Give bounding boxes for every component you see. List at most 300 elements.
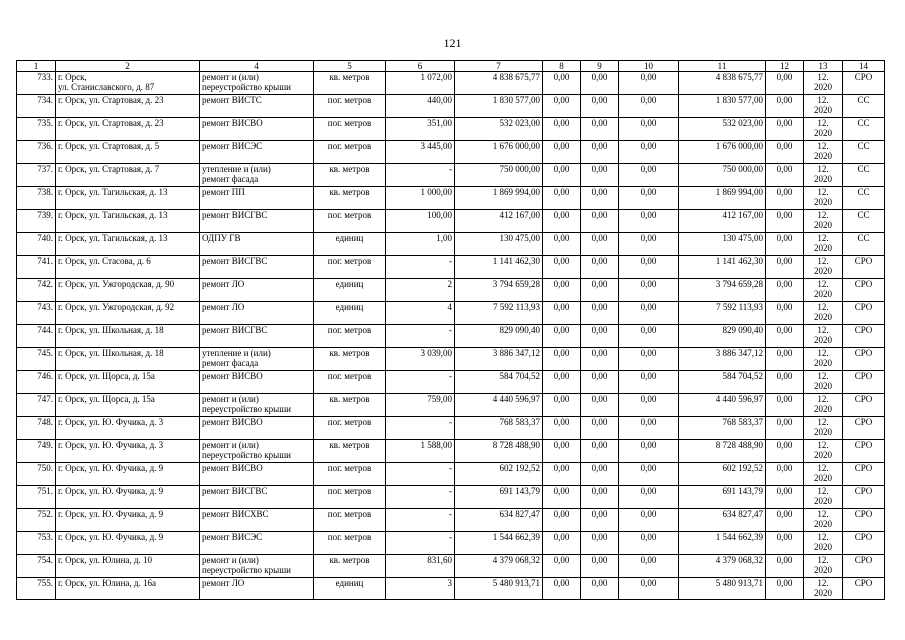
cost-col9-cell: 0,00 <box>581 371 619 394</box>
fund-method-cell: СС <box>843 141 885 164</box>
deadline-cell: 12. 2020 <box>804 164 843 187</box>
address-cell: г. Орск, ул. Ю. Фучика, д. 9 <box>56 486 200 509</box>
cost-col10-cell: 0,00 <box>619 417 679 440</box>
work-type-cell: ремонт ВИСВО <box>200 371 314 394</box>
address-cell: г. Орск, ул. Юлина, д. 10 <box>56 555 200 578</box>
table-row <box>17 555 885 578</box>
unit-cell: кв. метров <box>314 164 386 187</box>
work-type-cell: ремонт ЛО <box>200 279 314 302</box>
fund-method-cell: СРО <box>843 578 885 600</box>
deadline-cell: 12. 2020 <box>804 141 843 164</box>
cost-col12-cell: 0,00 <box>766 118 804 141</box>
row-number: 751. <box>17 486 56 509</box>
cost-col8-cell: 0,00 <box>543 555 581 578</box>
cost-col10-cell: 0,00 <box>619 141 679 164</box>
unit-cell: пог. метров <box>314 486 386 509</box>
cost-col8-cell: 0,00 <box>543 348 581 371</box>
fund-cost-cell: 1 544 662,39 <box>679 532 766 555</box>
unit-cell: кв. метров <box>314 394 386 417</box>
address-cell: г. Орск, ул. Стартовая, д. 23 <box>56 118 200 141</box>
quantity-cell: 1,00 <box>386 233 455 256</box>
total-cost-cell: 4 838 675,77 <box>455 72 543 95</box>
cost-col10-cell: 0,00 <box>619 440 679 463</box>
register-table <box>16 60 885 600</box>
unit-cell: пог. метров <box>314 463 386 486</box>
column-header: 13 <box>804 61 843 72</box>
fund-cost-cell: 7 592 113,93 <box>679 302 766 325</box>
cost-col10-cell: 0,00 <box>619 256 679 279</box>
quantity-cell: - <box>386 417 455 440</box>
fund-cost-cell: 1 830 577,00 <box>679 95 766 118</box>
fund-method-cell: СС <box>843 164 885 187</box>
fund-cost-cell: 1 676 000,00 <box>679 141 766 164</box>
cost-col9-cell: 0,00 <box>581 509 619 532</box>
cost-col9-cell: 0,00 <box>581 417 619 440</box>
row-number: 738. <box>17 187 56 210</box>
cost-col10-cell: 0,00 <box>619 509 679 532</box>
address-cell: г. Орск, ул. Ужгородская, д. 92 <box>56 302 200 325</box>
total-cost-cell: 3 886 347,12 <box>455 348 543 371</box>
quantity-cell: - <box>386 164 455 187</box>
deadline-cell: 12. 2020 <box>804 578 843 600</box>
cost-col9-cell: 0,00 <box>581 164 619 187</box>
work-type-cell: ремонт и (или) переустройство крыши <box>200 72 314 95</box>
deadline-cell: 12. 2020 <box>804 509 843 532</box>
row-number: 755. <box>17 578 56 600</box>
row-number: 739. <box>17 210 56 233</box>
cost-col12-cell: 0,00 <box>766 417 804 440</box>
table-row <box>17 210 885 233</box>
cost-col8-cell: 0,00 <box>543 578 581 600</box>
fund-method-cell: СРО <box>843 279 885 302</box>
fund-cost-cell: 4 379 068,32 <box>679 555 766 578</box>
unit-cell: пог. метров <box>314 509 386 532</box>
deadline-cell: 12. 2020 <box>804 486 843 509</box>
fund-cost-cell: 1 869 994,00 <box>679 187 766 210</box>
row-number: 741. <box>17 256 56 279</box>
quantity-cell: - <box>386 532 455 555</box>
cost-col9-cell: 0,00 <box>581 141 619 164</box>
table-row <box>17 325 885 348</box>
cost-col8-cell: 0,00 <box>543 141 581 164</box>
work-type-cell: ремонт ВИСГВС <box>200 256 314 279</box>
quantity-cell: 3 <box>386 578 455 600</box>
address-cell: г. Орск, ул. Стартовая, д. 23 <box>56 95 200 118</box>
table-row <box>17 463 885 486</box>
fund-cost-cell: 130 475,00 <box>679 233 766 256</box>
work-type-cell: ремонт ЛО <box>200 578 314 600</box>
address-cell: г. Орск, ул. Ю. Фучика, д. 9 <box>56 509 200 532</box>
fund-cost-cell: 634 827,47 <box>679 509 766 532</box>
cost-col12-cell: 0,00 <box>766 371 804 394</box>
work-type-cell: ремонт и (или) переустройство крыши <box>200 555 314 578</box>
fund-cost-cell: 3 886 347,12 <box>679 348 766 371</box>
work-type-cell: ремонт ВИСГВС <box>200 486 314 509</box>
row-number: 750. <box>17 463 56 486</box>
unit-cell: кв. метров <box>314 187 386 210</box>
fund-method-cell: СРО <box>843 417 885 440</box>
table-row <box>17 532 885 555</box>
unit-cell: единиц <box>314 578 386 600</box>
work-type-cell: ОДПУ ГВ <box>200 233 314 256</box>
row-number: 733. <box>17 72 56 95</box>
fund-cost-cell: 8 728 488,90 <box>679 440 766 463</box>
address-cell: г. Орск, ул. Стартовая, д. 7 <box>56 164 200 187</box>
address-cell: г. Орск, ул. Щорса, д. 15а <box>56 371 200 394</box>
quantity-cell: 1 072,00 <box>386 72 455 95</box>
total-cost-cell: 602 192,52 <box>455 463 543 486</box>
column-header: 14 <box>843 61 885 72</box>
fund-cost-cell: 691 143,79 <box>679 486 766 509</box>
work-type-cell: ремонт и (или) переустройство крыши <box>200 440 314 463</box>
quantity-cell: 100,00 <box>386 210 455 233</box>
row-number: 754. <box>17 555 56 578</box>
cost-col8-cell: 0,00 <box>543 394 581 417</box>
cost-col12-cell: 0,00 <box>766 233 804 256</box>
deadline-cell: 12. 2020 <box>804 256 843 279</box>
cost-col12-cell: 0,00 <box>766 141 804 164</box>
table-row <box>17 348 885 371</box>
total-cost-cell: 7 592 113,93 <box>455 302 543 325</box>
work-type-cell: ремонт ВИСГВС <box>200 210 314 233</box>
fund-cost-cell: 602 192,52 <box>679 463 766 486</box>
work-type-cell: ремонт ВИСВО <box>200 417 314 440</box>
cost-col10-cell: 0,00 <box>619 164 679 187</box>
row-number: 752. <box>17 509 56 532</box>
row-number: 736. <box>17 141 56 164</box>
unit-cell: пог. метров <box>314 532 386 555</box>
cost-col9-cell: 0,00 <box>581 302 619 325</box>
cost-col9-cell: 0,00 <box>581 95 619 118</box>
cost-col10-cell: 0,00 <box>619 302 679 325</box>
cost-col10-cell: 0,00 <box>619 233 679 256</box>
unit-cell: пог. метров <box>314 371 386 394</box>
cost-col8-cell: 0,00 <box>543 417 581 440</box>
row-number: 735. <box>17 118 56 141</box>
cost-col12-cell: 0,00 <box>766 578 804 600</box>
cost-col9-cell: 0,00 <box>581 325 619 348</box>
cost-col9-cell: 0,00 <box>581 555 619 578</box>
row-number: 748. <box>17 417 56 440</box>
address-cell: г. Орск, ул. Ужгородская, д. 90 <box>56 279 200 302</box>
table-row <box>17 371 885 394</box>
address-cell: г. Орск, ул. Школьная, д. 18 <box>56 348 200 371</box>
address-cell: г. Орск, ул. Тагильская, д. 13 <box>56 210 200 233</box>
unit-cell: кв. метров <box>314 72 386 95</box>
cost-col8-cell: 0,00 <box>543 486 581 509</box>
work-type-cell: ремонт ВИСЭС <box>200 532 314 555</box>
cost-col10-cell: 0,00 <box>619 486 679 509</box>
fund-method-cell: СРО <box>843 348 885 371</box>
cost-col8-cell: 0,00 <box>543 72 581 95</box>
fund-method-cell: СРО <box>843 325 885 348</box>
deadline-cell: 12. 2020 <box>804 118 843 141</box>
quantity-cell: 1 588,00 <box>386 440 455 463</box>
fund-method-cell: СС <box>843 233 885 256</box>
fund-method-cell: СРО <box>843 532 885 555</box>
cost-col9-cell: 0,00 <box>581 440 619 463</box>
address-cell: г. Орск, ул. Ю. Фучика, д. 3 <box>56 440 200 463</box>
address-cell: г. Орск, ул. Ю. Фучика, д. 9 <box>56 532 200 555</box>
deadline-cell: 12. 2020 <box>804 440 843 463</box>
cost-col8-cell: 0,00 <box>543 118 581 141</box>
column-header: 4 <box>200 61 314 72</box>
quantity-cell: 1 000,00 <box>386 187 455 210</box>
cost-col12-cell: 0,00 <box>766 348 804 371</box>
fund-cost-cell: 5 480 913,71 <box>679 578 766 600</box>
table-row <box>17 509 885 532</box>
row-number: 737. <box>17 164 56 187</box>
unit-cell: единиц <box>314 279 386 302</box>
table-row <box>17 72 885 95</box>
cost-col10-cell: 0,00 <box>619 279 679 302</box>
total-cost-cell: 1 544 662,39 <box>455 532 543 555</box>
total-cost-cell: 691 143,79 <box>455 486 543 509</box>
table-row <box>17 440 885 463</box>
table-row <box>17 256 885 279</box>
table-row <box>17 164 885 187</box>
deadline-cell: 12. 2020 <box>804 210 843 233</box>
row-number: 743. <box>17 302 56 325</box>
deadline-cell: 12. 2020 <box>804 371 843 394</box>
quantity-cell: 759,00 <box>386 394 455 417</box>
fund-method-cell: СС <box>843 210 885 233</box>
table-row <box>17 118 885 141</box>
column-header: 10 <box>619 61 679 72</box>
deadline-cell: 12. 2020 <box>804 187 843 210</box>
header-row <box>17 61 885 72</box>
table-row <box>17 394 885 417</box>
fund-method-cell: СС <box>843 118 885 141</box>
cost-col12-cell: 0,00 <box>766 256 804 279</box>
table-row <box>17 233 885 256</box>
column-header: 7 <box>455 61 543 72</box>
cost-col9-cell: 0,00 <box>581 187 619 210</box>
fund-cost-cell: 4 440 596,97 <box>679 394 766 417</box>
cost-col10-cell: 0,00 <box>619 371 679 394</box>
unit-cell: пог. метров <box>314 210 386 233</box>
fund-cost-cell: 750 000,00 <box>679 164 766 187</box>
unit-cell: пог. метров <box>314 417 386 440</box>
cost-col8-cell: 0,00 <box>543 233 581 256</box>
cost-col12-cell: 0,00 <box>766 440 804 463</box>
fund-cost-cell: 412 167,00 <box>679 210 766 233</box>
deadline-cell: 12. 2020 <box>804 233 843 256</box>
column-header: 8 <box>543 61 581 72</box>
address-cell: г. Орск, ул. Тагильская, д. 13 <box>56 233 200 256</box>
quantity-cell: - <box>386 371 455 394</box>
cost-col10-cell: 0,00 <box>619 210 679 233</box>
total-cost-cell: 750 000,00 <box>455 164 543 187</box>
cost-col9-cell: 0,00 <box>581 233 619 256</box>
cost-col12-cell: 0,00 <box>766 509 804 532</box>
cost-col12-cell: 0,00 <box>766 210 804 233</box>
cost-col10-cell: 0,00 <box>619 532 679 555</box>
address-cell: г. Орск, ул. Ю. Фучика, д. 9 <box>56 463 200 486</box>
total-cost-cell: 4 440 596,97 <box>455 394 543 417</box>
cost-col9-cell: 0,00 <box>581 486 619 509</box>
total-cost-cell: 8 728 488,90 <box>455 440 543 463</box>
fund-cost-cell: 768 583,37 <box>679 417 766 440</box>
address-cell: г. Орск, ул. Ю. Фучика, д. 3 <box>56 417 200 440</box>
cost-col8-cell: 0,00 <box>543 532 581 555</box>
fund-method-cell: СРО <box>843 509 885 532</box>
row-number: 753. <box>17 532 56 555</box>
cost-col10-cell: 0,00 <box>619 187 679 210</box>
table-row <box>17 95 885 118</box>
deadline-cell: 12. 2020 <box>804 394 843 417</box>
table-header <box>17 61 885 72</box>
unit-cell: пог. метров <box>314 95 386 118</box>
deadline-cell: 12. 2020 <box>804 302 843 325</box>
quantity-cell: - <box>386 463 455 486</box>
quantity-cell: - <box>386 325 455 348</box>
cost-col12-cell: 0,00 <box>766 555 804 578</box>
cost-col12-cell: 0,00 <box>766 302 804 325</box>
deadline-cell: 12. 2020 <box>804 463 843 486</box>
cost-col12-cell: 0,00 <box>766 394 804 417</box>
row-number: 745. <box>17 348 56 371</box>
address-cell: г. Орск, ул. Стартовая, д. 5 <box>56 141 200 164</box>
fund-method-cell: СРО <box>843 486 885 509</box>
table-row <box>17 417 885 440</box>
cost-col10-cell: 0,00 <box>619 72 679 95</box>
address-cell: г. Орск, ул. Стасова, д. 6 <box>56 256 200 279</box>
unit-cell: пог. метров <box>314 256 386 279</box>
fund-cost-cell: 4 838 675,77 <box>679 72 766 95</box>
work-type-cell: ремонт ВИСВО <box>200 118 314 141</box>
cost-col9-cell: 0,00 <box>581 210 619 233</box>
row-number: 744. <box>17 325 56 348</box>
cost-col12-cell: 0,00 <box>766 164 804 187</box>
cost-col10-cell: 0,00 <box>619 348 679 371</box>
cost-col8-cell: 0,00 <box>543 279 581 302</box>
cost-col8-cell: 0,00 <box>543 325 581 348</box>
column-header: 5 <box>314 61 386 72</box>
table-row <box>17 302 885 325</box>
cost-col12-cell: 0,00 <box>766 463 804 486</box>
total-cost-cell: 412 167,00 <box>455 210 543 233</box>
unit-cell: пог. метров <box>314 325 386 348</box>
fund-method-cell: СРО <box>843 72 885 95</box>
cost-col8-cell: 0,00 <box>543 371 581 394</box>
fund-method-cell: СРО <box>843 371 885 394</box>
deadline-cell: 12. 2020 <box>804 325 843 348</box>
unit-cell: кв. метров <box>314 348 386 371</box>
cost-col9-cell: 0,00 <box>581 118 619 141</box>
quantity-cell: 3 445,00 <box>386 141 455 164</box>
quantity-cell: - <box>386 256 455 279</box>
quantity-cell: 3 039,00 <box>386 348 455 371</box>
table-row <box>17 141 885 164</box>
column-header: 12 <box>766 61 804 72</box>
cost-col8-cell: 0,00 <box>543 95 581 118</box>
total-cost-cell: 768 583,37 <box>455 417 543 440</box>
column-header: 11 <box>679 61 766 72</box>
work-type-cell: ремонт ВИСХВС <box>200 509 314 532</box>
fund-cost-cell: 829 090,40 <box>679 325 766 348</box>
cost-col9-cell: 0,00 <box>581 279 619 302</box>
column-header: 9 <box>581 61 619 72</box>
quantity-cell: 4 <box>386 302 455 325</box>
address-cell: г. Орск, ул. Школьная, д. 18 <box>56 325 200 348</box>
table-row <box>17 187 885 210</box>
total-cost-cell: 5 480 913,71 <box>455 578 543 600</box>
column-header: 6 <box>386 61 455 72</box>
row-number: 746. <box>17 371 56 394</box>
cost-col12-cell: 0,00 <box>766 532 804 555</box>
row-number: 749. <box>17 440 56 463</box>
fund-method-cell: СРО <box>843 302 885 325</box>
table-row <box>17 279 885 302</box>
quantity-cell: 440,00 <box>386 95 455 118</box>
cost-col10-cell: 0,00 <box>619 118 679 141</box>
row-number: 742. <box>17 279 56 302</box>
total-cost-cell: 584 704,52 <box>455 371 543 394</box>
total-cost-cell: 634 827,47 <box>455 509 543 532</box>
fund-method-cell: СРО <box>843 463 885 486</box>
cost-col10-cell: 0,00 <box>619 463 679 486</box>
fund-method-cell: СРО <box>843 256 885 279</box>
cost-col12-cell: 0,00 <box>766 279 804 302</box>
page-number: 121 <box>443 36 462 50</box>
cost-col9-cell: 0,00 <box>581 463 619 486</box>
deadline-cell: 12. 2020 <box>804 95 843 118</box>
cost-col9-cell: 0,00 <box>581 348 619 371</box>
quantity-cell: - <box>386 509 455 532</box>
cost-col10-cell: 0,00 <box>619 95 679 118</box>
cost-col10-cell: 0,00 <box>619 394 679 417</box>
work-type-cell: утепление и (или) ремонт фасада <box>200 348 314 371</box>
work-type-cell: ремонт ВИСГВС <box>200 325 314 348</box>
work-type-cell: ремонт и (или) переустройство крыши <box>200 394 314 417</box>
unit-cell: пог. метров <box>314 141 386 164</box>
deadline-cell: 12. 2020 <box>804 555 843 578</box>
total-cost-cell: 1 869 994,00 <box>455 187 543 210</box>
deadline-cell: 12. 2020 <box>804 279 843 302</box>
cost-col12-cell: 0,00 <box>766 187 804 210</box>
cost-col8-cell: 0,00 <box>543 210 581 233</box>
table-row <box>17 578 885 600</box>
total-cost-cell: 4 379 068,32 <box>455 555 543 578</box>
address-cell: г. Орск, ул. Тагильская, д. 13 <box>56 187 200 210</box>
column-header: 2 <box>56 61 200 72</box>
quantity-cell: 831,60 <box>386 555 455 578</box>
work-type-cell: утепление и (или) ремонт фасада <box>200 164 314 187</box>
cost-col12-cell: 0,00 <box>766 72 804 95</box>
cost-col8-cell: 0,00 <box>543 302 581 325</box>
cost-col8-cell: 0,00 <box>543 440 581 463</box>
cost-col10-cell: 0,00 <box>619 325 679 348</box>
unit-cell: единиц <box>314 233 386 256</box>
quantity-cell: 2 <box>386 279 455 302</box>
cost-col8-cell: 0,00 <box>543 187 581 210</box>
cost-col8-cell: 0,00 <box>543 164 581 187</box>
row-number: 740. <box>17 233 56 256</box>
unit-cell: пог. метров <box>314 118 386 141</box>
total-cost-cell: 1 830 577,00 <box>455 95 543 118</box>
fund-method-cell: СРО <box>843 555 885 578</box>
cost-col10-cell: 0,00 <box>619 555 679 578</box>
work-type-cell: ремонт ВИСВО <box>200 463 314 486</box>
cost-col9-cell: 0,00 <box>581 394 619 417</box>
address-cell: г. Орск, ул. Юлина, д. 16а <box>56 578 200 600</box>
total-cost-cell: 1 141 462,30 <box>455 256 543 279</box>
column-header: 1 <box>17 61 56 72</box>
unit-cell: кв. метров <box>314 555 386 578</box>
fund-method-cell: СРО <box>843 394 885 417</box>
cost-col10-cell: 0,00 <box>619 578 679 600</box>
